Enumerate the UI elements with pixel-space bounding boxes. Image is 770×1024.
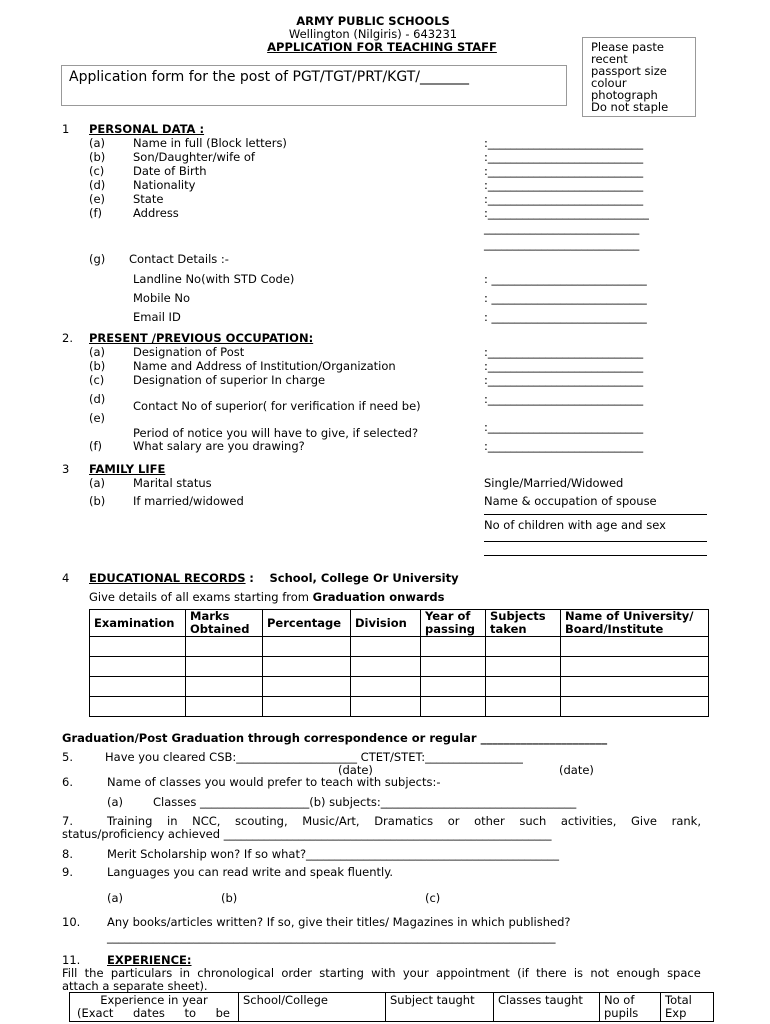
item-key: (a) (89, 345, 106, 359)
item-key: (b) (89, 359, 106, 373)
relation-field[interactable]: :___________________________ (484, 150, 644, 164)
field-label: Email ID (133, 310, 181, 324)
section-title: PRESENT /PREVIOUS OCCUPATION: (89, 331, 314, 345)
item-key: (a) (89, 476, 106, 490)
table-row (90, 637, 709, 657)
word: particulars (110, 966, 173, 980)
correspondence-question[interactable]: Graduation/Post Graduation through correspondence or regular ______________________ (62, 731, 608, 745)
table-cell[interactable] (263, 677, 351, 697)
word: enough (616, 966, 660, 980)
item-key: (e) (89, 192, 106, 206)
section-title: EDUCATIONAL RECORDS (89, 571, 246, 585)
superior-field[interactable]: :___________________________ (484, 373, 644, 387)
item-key: (b) (89, 150, 106, 164)
spouse-line[interactable] (484, 514, 707, 515)
instruction-emphasis: Graduation onwards (312, 590, 445, 604)
section-title: EXPERIENCE: (107, 953, 192, 967)
table-header-row (90, 610, 709, 637)
column-header: Percentage (263, 610, 351, 637)
question-text (107, 814, 701, 828)
item-key: (d) (89, 392, 106, 406)
column-header: No of pupils (600, 993, 661, 1022)
column-header: Subjects taken (486, 610, 561, 637)
education-table (89, 609, 709, 717)
photo-instruction-line: Do not staple (591, 100, 669, 114)
table-cell[interactable] (351, 637, 421, 657)
table-cell[interactable] (263, 697, 351, 717)
table-cell[interactable] (186, 677, 263, 697)
field-label: Marital status (133, 476, 212, 490)
table-cell[interactable] (561, 677, 709, 697)
publications-field[interactable]: ______________________________________________________________________________ (107, 930, 556, 944)
table-cell[interactable] (90, 657, 186, 677)
table-cell[interactable] (486, 657, 561, 677)
table-cell[interactable] (90, 637, 186, 657)
experience-table (69, 992, 714, 1022)
field-label: Son/Daughter/wife of (133, 150, 255, 164)
table-cell[interactable] (351, 657, 421, 677)
activities-field[interactable]: status/proficiency achieved _________________________________________________________ (62, 827, 552, 841)
mobile-field[interactable]: : ___________________________ (484, 291, 647, 305)
section-number: 2. (62, 331, 73, 345)
question-text: Languages you can read write and speak fluently. (107, 865, 394, 879)
classes-subjects-field[interactable]: Classes ___________________(b) subjects:__________________________________ (153, 795, 577, 809)
address-field[interactable]: ___________________________ (484, 221, 640, 235)
question-number: 6. (62, 775, 73, 789)
question-number: 11. (62, 953, 81, 967)
word: activities, (560, 814, 617, 828)
org-address: Wellington (Nilgiris) - 643231 (288, 27, 458, 41)
table-cell[interactable] (486, 637, 561, 657)
children-line[interactable] (484, 555, 707, 556)
column-header: Subject taught (386, 993, 494, 1022)
table-row (90, 677, 709, 697)
table-cell[interactable] (561, 637, 709, 657)
table-cell[interactable] (186, 637, 263, 657)
scholarship-field[interactable]: Merit Scholarship won? If so what?____________________________________________ (107, 847, 560, 861)
form-title: APPLICATION FOR TEACHING STAFF (267, 40, 497, 54)
superior-contact-field[interactable]: :___________________________ (484, 392, 644, 406)
table-cell[interactable] (263, 657, 351, 677)
column-header: Name of University/ Board/Institute (561, 610, 709, 637)
table-header-row (70, 993, 714, 1022)
table-cell[interactable] (486, 677, 561, 697)
field-label: Designation of Post (133, 345, 245, 359)
csb-ctet-field[interactable]: Have you cleared CSB:_____________________ CTET/STET:_________________ (105, 750, 523, 764)
word: Fill (62, 966, 78, 980)
field-label: What salary are you drawing? (133, 439, 305, 453)
word: (Exact (77, 1006, 114, 1020)
table-cell[interactable] (351, 677, 421, 697)
field-label: Contact No of superior( for verification if need be) (133, 399, 421, 413)
field-label: Landline No(with STD Code) (133, 272, 295, 286)
column-header: School/College (239, 993, 386, 1022)
section-title: PERSONAL DATA : (89, 122, 205, 136)
photo-box (582, 37, 696, 117)
table-cell[interactable] (186, 657, 263, 677)
item-key: (f) (89, 206, 103, 220)
table-row (90, 657, 709, 677)
word: other (474, 814, 505, 828)
institution-field[interactable]: :___________________________ (484, 359, 644, 373)
children-line[interactable] (484, 541, 707, 542)
item-key: (a) (107, 795, 124, 809)
photo-instruction-line: colour (591, 76, 627, 90)
date-hint: (date) (559, 763, 594, 777)
field-label: Designation of superior In charge (133, 373, 326, 387)
instruction-text: Give details of all exams starting from (89, 590, 313, 604)
email-field[interactable]: : ___________________________ (484, 310, 647, 324)
item-key: (b) (89, 494, 106, 508)
section-title: FAMILY LIFE (89, 462, 166, 476)
date-hint: (date) (338, 763, 373, 777)
field-label: Period of notice you will have to give, if selected? (133, 426, 419, 440)
word: order (281, 966, 312, 980)
table-cell[interactable] (561, 697, 709, 717)
photo-instruction-line: Please paste (591, 40, 664, 54)
word: to (184, 1006, 197, 1020)
item-key: (c) (89, 164, 105, 178)
notice-period-field[interactable]: :___________________________ (484, 420, 644, 434)
column-header-line (74, 1007, 234, 1020)
language-slot-b[interactable]: (b) (221, 891, 238, 905)
table-cell[interactable] (421, 697, 486, 717)
word: your (402, 966, 429, 980)
item-key: (g) (89, 252, 106, 266)
column-header: Examination (90, 610, 186, 637)
question-text: Name of classes you would prefer to teach with subjects:- (107, 775, 441, 789)
address-field[interactable]: :____________________________ (484, 206, 649, 220)
word: in (167, 814, 178, 828)
column-header: Marks Obtained (186, 610, 263, 637)
word: Give (630, 814, 657, 828)
column-header: Classes taught (494, 993, 600, 1022)
word: not (590, 966, 610, 980)
question-number: 5. (62, 750, 73, 764)
children-label: No of children with age and sex (484, 518, 666, 532)
table-cell[interactable] (421, 657, 486, 677)
item-key: (d) (89, 178, 106, 192)
item-key: (e) (89, 411, 106, 425)
field-label: Contact Details :- (129, 252, 229, 266)
instruction-line: attach a separate sheet). (62, 979, 208, 993)
word: in (179, 966, 190, 980)
word: dates (133, 1006, 165, 1020)
field-label: State (133, 192, 164, 206)
table-cell[interactable] (90, 697, 186, 717)
table-cell[interactable] (421, 637, 486, 657)
table-cell[interactable] (186, 697, 263, 717)
field-label: Address (133, 206, 179, 220)
post-box-label: Application form for the post of PGT/TGT/PRT/KGT/_______ (69, 69, 469, 85)
column-header-line: Experience in year (100, 993, 208, 1007)
name-field[interactable]: :___________________________ (484, 136, 644, 150)
column-header: Division (351, 610, 421, 637)
salary-field[interactable]: :___________________________ (484, 439, 644, 453)
nationality-field[interactable]: :___________________________ (484, 178, 644, 192)
field-label: Name in full (Block letters) (133, 136, 287, 150)
item-key: (a) (89, 136, 106, 150)
section-number: 3 (62, 462, 70, 476)
word: scouting, (235, 814, 288, 828)
word: there (536, 966, 567, 980)
item-key: (c) (89, 373, 105, 387)
title-colon: : (249, 571, 254, 585)
photo-instruction-line: recent (591, 52, 628, 66)
column-header (70, 993, 239, 1022)
question-number: 7. (62, 814, 73, 828)
word: NCC, (192, 814, 221, 828)
address-field[interactable]: ___________________________ (484, 237, 640, 251)
word: space (667, 966, 701, 980)
table-cell[interactable] (351, 697, 421, 717)
dob-field[interactable]: :___________________________ (484, 164, 644, 178)
org-name: ARMY PUBLIC SCHOOLS (296, 14, 450, 28)
field-label: Name and Address of Institution/Organization (133, 359, 396, 373)
field-label: Mobile No (133, 291, 191, 305)
table-cell[interactable] (263, 637, 351, 657)
item-key: (f) (89, 439, 103, 453)
spouse-label: Name & occupation of spouse (484, 494, 657, 508)
column-header: Total Exp (661, 993, 714, 1022)
instruction (89, 590, 444, 604)
table-cell[interactable] (90, 677, 186, 697)
table-row (90, 697, 709, 717)
section-title-group (89, 571, 459, 585)
field-label: Date of Birth (133, 164, 207, 178)
word: be (215, 1006, 230, 1020)
word: with (371, 966, 396, 980)
word: or (447, 814, 460, 828)
landline-field[interactable]: : ___________________________ (484, 272, 647, 286)
instruction (62, 966, 701, 980)
question-number: 8. (62, 847, 73, 861)
table-cell[interactable] (561, 657, 709, 677)
question-number: 10. (62, 915, 81, 929)
marital-status-options[interactable]: Single/Married/Widowed (484, 476, 624, 490)
field-label: If married/widowed (133, 494, 244, 508)
table-cell[interactable] (421, 677, 486, 697)
language-slot-c[interactable]: (c) (425, 891, 441, 905)
column-header: Year of passing (421, 610, 486, 637)
photo-instruction-line: photograph (591, 88, 658, 102)
photo-instruction-line: passport size (591, 64, 667, 78)
question-number: 9. (62, 865, 73, 879)
table-cell[interactable] (486, 697, 561, 717)
word: the (84, 966, 104, 980)
word: Dramatics (374, 814, 434, 828)
state-field[interactable]: :___________________________ (484, 192, 644, 206)
word: such (519, 814, 547, 828)
section-subtitle: School, College Or University (269, 571, 459, 585)
word: is (573, 966, 584, 980)
designation-field[interactable]: :___________________________ (484, 345, 644, 359)
word: (if (517, 966, 529, 980)
section-number: 1 (62, 122, 70, 136)
word: Music/Art, (302, 814, 360, 828)
field-label: Nationality (133, 178, 196, 192)
post-box[interactable] (61, 65, 567, 106)
word: starting (319, 966, 364, 980)
section-number: 4 (62, 571, 70, 585)
language-slot-a[interactable]: (a) (107, 891, 124, 905)
word: Training (107, 814, 153, 828)
word: rank, (671, 814, 701, 828)
word: appointment (436, 966, 510, 980)
word: chronological (197, 966, 275, 980)
question-text: Any books/articles written? If so, give their titles/ Magazines in which published? (107, 915, 571, 929)
